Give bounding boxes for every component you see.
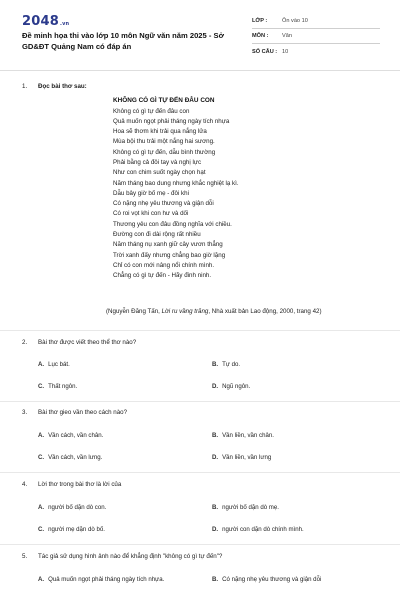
info-row-class — [252, 14, 380, 29]
option-c[interactable] — [38, 454, 102, 461]
option-text: người mẹ dặn dò bố. — [48, 526, 105, 533]
option-text: Ngũ ngôn. — [222, 383, 251, 390]
document-title: Đề minh họa thi vào lớp 10 môn Ngữ văn năm 2025 - Sở GD&ĐT Quảng Nam có đáp án — [22, 31, 224, 51]
source-prefix: (Nguyễn Đăng Tấn, — [106, 308, 162, 315]
question-prompt: Đọc bài thơ sau: — [38, 83, 87, 90]
poem-line: Trời xanh đấy nhưng chẳng bao giờ lặng — [113, 251, 226, 259]
poem-line: Chẳng có gì tự đến - Hãy đinh ninh. — [113, 272, 212, 280]
option-text: Vần cách, vần chân. — [48, 432, 104, 439]
question-text: Bài thơ gieo vần theo cách nào? — [38, 409, 128, 416]
option-a[interactable] — [38, 361, 70, 368]
option-a[interactable] — [38, 432, 103, 439]
poem-source — [106, 308, 322, 315]
question-number: 3. — [22, 409, 28, 416]
poem-line: Hoa sẽ thơm khi trải qua nắng lửa — [113, 128, 207, 136]
option-text: Tự do. — [222, 361, 241, 368]
poem-line: Mùa bội thu trải một nắng hai sương. — [113, 138, 215, 146]
option-letter: D. — [212, 383, 219, 390]
section-divider — [0, 401, 400, 402]
option-text: người bố dặn dò con. — [48, 504, 107, 511]
info-value: Văn — [282, 33, 292, 39]
poem-line: Phải bằng cả đôi tay và nghị lực — [113, 158, 202, 166]
option-text: Vần liền, vần lưng — [222, 454, 272, 461]
option-text: người con dặn dò chính mình. — [222, 526, 304, 533]
info-key: LỚP : — [252, 18, 268, 24]
question-number: 2. — [22, 339, 28, 346]
poem-block — [113, 96, 393, 282]
option-c[interactable] — [38, 526, 105, 533]
option-text: Vần liền, vần chân. — [222, 432, 274, 439]
question-number: 5. — [22, 553, 28, 560]
option-letter: A. — [38, 432, 45, 439]
question-text: Lời thơ trong bài thơ là lời của — [38, 481, 122, 488]
option-letter: D. — [212, 526, 219, 533]
option-letter: A. — [38, 504, 45, 511]
question-number: 4. — [22, 481, 28, 488]
option-a[interactable] — [38, 504, 106, 511]
poem-line: Có roi vọt khi con hư và dối — [113, 210, 189, 218]
option-d[interactable] — [212, 526, 304, 533]
logo-main: 2048 — [22, 14, 59, 29]
option-c[interactable] — [38, 383, 77, 390]
option-d[interactable] — [212, 454, 271, 461]
option-d[interactable] — [212, 383, 250, 390]
option-letter: C. — [38, 383, 45, 390]
option-b[interactable] — [212, 504, 279, 511]
option-a[interactable] — [38, 576, 164, 583]
info-value: 10 — [282, 48, 289, 55]
option-text: Quả muốn ngọt phải tháng ngày tích nhựa. — [48, 576, 165, 583]
poem-line: Năm tháng nụ xanh giữ cây vươn thẳng — [113, 241, 223, 249]
question-number: 1. — [22, 83, 28, 90]
info-value: Ôn vào 10 — [282, 18, 308, 24]
option-letter: C. — [38, 454, 45, 461]
poem-line: Năm tháng bao dung nhưng khắc nghiệt lạ kì. — [113, 179, 239, 187]
poem-line: Đường con đi dài rộng rất nhiều — [113, 231, 201, 239]
section-divider — [0, 472, 400, 473]
info-key: MÔN : — [252, 33, 269, 39]
option-text: Vần cách, vần lưng. — [48, 454, 103, 461]
option-b[interactable] — [212, 576, 321, 583]
source-book: Lời ru vầng trăng — [161, 308, 209, 315]
option-letter: B. — [212, 432, 219, 439]
poem-line: Không có gì tự đến đâu con — [113, 107, 190, 115]
poem-line: Có nặng nhẹ yêu thương và giận dỗi — [113, 200, 214, 208]
option-b[interactable] — [212, 361, 240, 368]
source-suffix: , Nhà xuất bản Lao động, 2000, trang 42) — [208, 308, 322, 315]
poem-line: Thương yêu con đâu đồng nghĩa với chiều. — [113, 220, 232, 228]
option-letter: B. — [212, 361, 219, 368]
option-letter: A. — [38, 361, 45, 368]
question-text: Tác giả sử dụng hình ảnh nào để khẳng định "không có gì tự đến"? — [38, 553, 223, 560]
info-key: SỐ CÂU : — [252, 48, 278, 55]
option-letter: A. — [38, 576, 45, 583]
exam-info-table — [252, 14, 380, 59]
option-letter: B. — [212, 576, 219, 583]
page-header — [0, 0, 400, 78]
option-letter: C. — [38, 526, 45, 533]
poem-line: Không có gì tự đến, dẫu bình thường — [113, 148, 216, 156]
poem-line: Như con chim suốt ngày chọn hạt — [113, 169, 206, 177]
info-row-count — [252, 44, 380, 59]
logo-sub: .vn — [59, 21, 70, 27]
poem-line: Chỉ có con mới nâng nổi chính mình. — [113, 261, 215, 269]
option-text: Thất ngôn. — [48, 383, 78, 390]
section-divider — [0, 544, 400, 545]
section-divider — [0, 330, 400, 331]
site-logo[interactable] — [22, 14, 69, 29]
info-row-subject — [252, 29, 380, 44]
header-divider — [0, 70, 400, 71]
option-text: người bố dặn dò mẹ. — [222, 504, 279, 511]
option-letter: D. — [212, 454, 219, 461]
poem-line: Dẫu bây giờ bố mẹ - đôi khi — [113, 189, 189, 197]
option-b[interactable] — [212, 432, 274, 439]
question-text: Bài thơ được viết theo thể thơ nào? — [38, 339, 137, 346]
option-text: Có nặng nhẹ yêu thương và giận dỗi — [222, 576, 322, 583]
option-text: Lục bát. — [48, 361, 70, 368]
poem-line: Quả muốn ngọt phải tháng ngày tích nhựa — [113, 117, 230, 125]
option-letter: B. — [212, 504, 219, 511]
poem-title: KHÔNG CÓ GÌ TỰ ĐẾN ĐÂU CON — [113, 97, 215, 104]
